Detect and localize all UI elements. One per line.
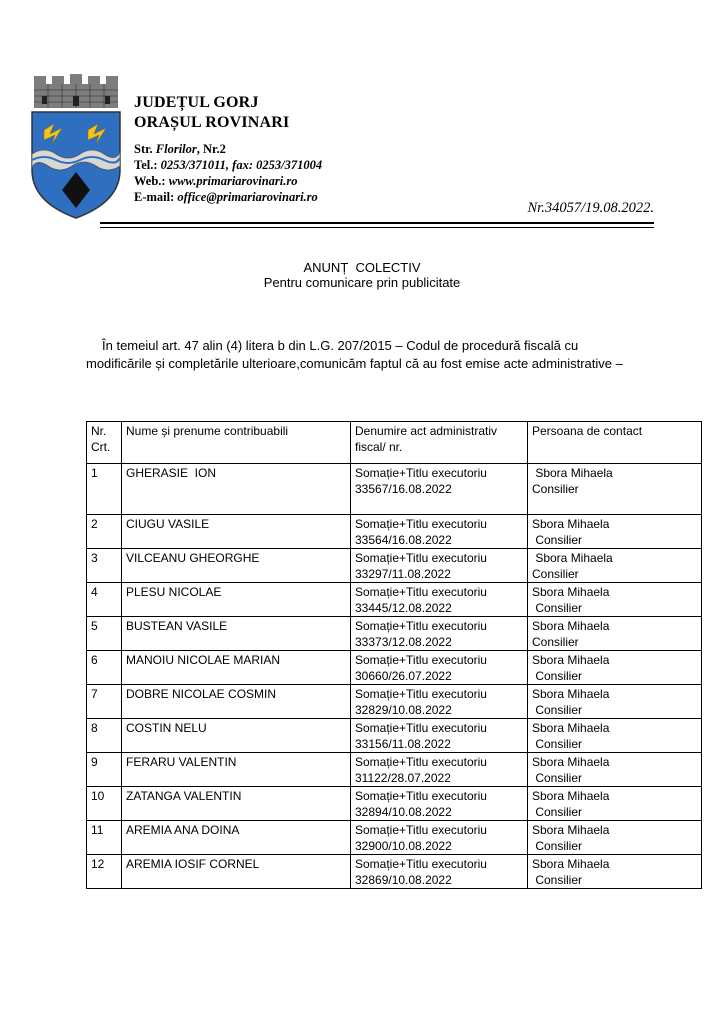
row-nr: 11 bbox=[87, 821, 122, 855]
row-contact bbox=[528, 651, 702, 685]
email-link[interactable]: office@primariarovinari.ro bbox=[177, 190, 318, 204]
town-name: ORAȘUL ROVINARI bbox=[134, 114, 290, 131]
row-name: COSTIN NELU bbox=[122, 719, 351, 753]
contact-name: Sbora Mihaela bbox=[532, 551, 613, 565]
table-row bbox=[87, 719, 702, 753]
row-name: ZATANGA VALENTIN bbox=[122, 787, 351, 821]
row-nr: 4 bbox=[87, 583, 122, 617]
table-row bbox=[87, 464, 702, 515]
row-act bbox=[351, 583, 528, 617]
web-label: Web.: bbox=[134, 174, 166, 188]
contact-name: Sbora Mihaela bbox=[532, 857, 610, 871]
table-row bbox=[87, 855, 702, 889]
contact-name: Sbora Mihaela bbox=[532, 823, 610, 837]
act-type: Somație+Titlu executoriu bbox=[355, 551, 487, 565]
row-act bbox=[351, 719, 528, 753]
row-contact bbox=[528, 855, 702, 889]
row-name: BUSTEAN VASILE bbox=[122, 617, 351, 651]
contact-name: Sbora Mihaela bbox=[532, 789, 610, 803]
act-number: 33373/12.08.2022 bbox=[355, 635, 452, 649]
act-type: Somație+Titlu executoriu bbox=[355, 585, 487, 599]
row-name: CIUGU VASILE bbox=[122, 515, 351, 549]
row-act bbox=[351, 549, 528, 583]
act-type: Somație+Titlu executoriu bbox=[355, 619, 487, 633]
intro-paragraph: În temeiul art. 47 alin (4) litera b din L.G. 207/2015 – Codul de procedură fiscală cu modificările și completările ulterioare,comunicăm faptul că au fost emise acte administrative – bbox=[86, 338, 623, 371]
act-number: 30660/26.07.2022 bbox=[355, 669, 452, 683]
contact-name: Sbora Mihaela bbox=[532, 755, 610, 769]
coat-of-arms-icon bbox=[28, 74, 124, 220]
table-row bbox=[87, 617, 702, 651]
header-nr: Nr. Crt. bbox=[87, 422, 122, 464]
row-name: PLESU NICOLAE bbox=[122, 583, 351, 617]
table-row bbox=[87, 685, 702, 719]
contact-name: Sbora Mihaela bbox=[532, 721, 610, 735]
row-name: AREMIA IOSIF CORNEL bbox=[122, 855, 351, 889]
address-label: Str. bbox=[134, 142, 153, 156]
contact-role: Consilier bbox=[532, 839, 583, 853]
email-line bbox=[134, 189, 322, 205]
act-number: 33445/12.08.2022 bbox=[355, 601, 452, 615]
contact-role: Consilier bbox=[532, 737, 583, 751]
act-type: Somație+Titlu executoriu bbox=[355, 721, 487, 735]
row-nr: 1 bbox=[87, 464, 122, 515]
contact-name: Sbora Mihaela bbox=[532, 517, 610, 531]
contact-role: Consilier bbox=[532, 703, 583, 717]
address-line bbox=[134, 141, 322, 157]
row-contact bbox=[528, 719, 702, 753]
row-contact bbox=[528, 821, 702, 855]
row-nr: 3 bbox=[87, 549, 122, 583]
act-number: 33297/11.08.2022 bbox=[355, 567, 451, 581]
contact-role: Consilier bbox=[532, 635, 579, 649]
row-nr: 12 bbox=[87, 855, 122, 889]
county-name: JUDEȚUL GORJ bbox=[134, 94, 259, 111]
contact-role: Consilier bbox=[532, 669, 583, 683]
row-contact bbox=[528, 753, 702, 787]
row-contact bbox=[528, 464, 702, 515]
contact-name: Sbora Mihaela bbox=[532, 687, 610, 701]
web-link[interactable]: www.primariarovinari.ro bbox=[168, 174, 298, 188]
tel-line bbox=[134, 157, 322, 173]
header-name: Nume și prenume contribuabili bbox=[122, 422, 351, 464]
act-type: Somație+Titlu executoriu bbox=[355, 466, 487, 480]
act-type: Somație+Titlu executoriu bbox=[355, 653, 487, 667]
table-row bbox=[87, 787, 702, 821]
contact-role: Consilier bbox=[532, 601, 583, 615]
act-number: 33564/16.08.2022 bbox=[355, 533, 452, 547]
address-value: Florilor bbox=[155, 142, 197, 156]
email-label: E-mail: bbox=[134, 190, 175, 204]
row-nr: 2 bbox=[87, 515, 122, 549]
contact-role: Consilier bbox=[532, 873, 583, 887]
web-line bbox=[134, 173, 322, 189]
act-number: 31122/28.07.2022 bbox=[355, 771, 451, 785]
act-type: Somație+Titlu executoriu bbox=[355, 687, 487, 701]
act-type: Somație+Titlu executoriu bbox=[355, 857, 487, 871]
table-row bbox=[87, 583, 702, 617]
header-act: Denumire act administrativ fiscal/ nr. bbox=[351, 422, 528, 464]
row-name: GHERASIE ION bbox=[122, 464, 351, 515]
reference-number: Nr.34057/19.08.2022. bbox=[527, 200, 654, 216]
contact-role: Consilier bbox=[532, 533, 583, 547]
table-row bbox=[87, 821, 702, 855]
contact-role: Consilier bbox=[532, 567, 579, 581]
act-number: 32900/10.08.2022 bbox=[355, 839, 452, 853]
row-contact bbox=[528, 685, 702, 719]
act-number: 33156/11.08.2022 bbox=[355, 737, 451, 751]
row-nr: 9 bbox=[87, 753, 122, 787]
contact-role: Consilier bbox=[532, 805, 583, 819]
row-nr: 6 bbox=[87, 651, 122, 685]
row-act bbox=[351, 685, 528, 719]
row-contact bbox=[528, 515, 702, 549]
contact-name: Sbora Mihaela bbox=[532, 619, 610, 633]
document-title: ANUNȚ COLECTIV bbox=[303, 260, 421, 275]
tel-label: Tel.: bbox=[134, 158, 158, 172]
row-name: VILCEANU GHEORGHE bbox=[122, 549, 351, 583]
row-name: AREMIA ANA DOINA bbox=[122, 821, 351, 855]
row-act bbox=[351, 821, 528, 855]
row-contact bbox=[528, 787, 702, 821]
row-name: FERARU VALENTIN bbox=[122, 753, 351, 787]
contact-name: Sbora Mihaela bbox=[532, 585, 610, 599]
act-type: Somație+Titlu executoriu bbox=[355, 517, 487, 531]
header-divider bbox=[100, 222, 654, 224]
contact-name: Sbora Mihaela bbox=[532, 653, 610, 667]
letterhead bbox=[134, 93, 322, 205]
table-header-row bbox=[87, 422, 702, 464]
table-row bbox=[87, 753, 702, 787]
act-type: Somație+Titlu executoriu bbox=[355, 789, 487, 803]
row-nr: 8 bbox=[87, 719, 122, 753]
row-act bbox=[351, 855, 528, 889]
act-number: 32894/10.08.2022 bbox=[355, 805, 452, 819]
contact-role: Consilier bbox=[532, 771, 583, 785]
contact-name: Sbora Mihaela bbox=[532, 466, 613, 480]
act-number: 32829/10.08.2022 bbox=[355, 703, 452, 717]
row-nr: 10 bbox=[87, 787, 122, 821]
act-number: 32869/10.08.2022 bbox=[355, 873, 452, 887]
row-name: DOBRE NICOLAE COSMIN bbox=[122, 685, 351, 719]
row-contact bbox=[528, 549, 702, 583]
row-act bbox=[351, 617, 528, 651]
document-subtitle: Pentru comunicare prin publicitate bbox=[263, 275, 461, 290]
row-act bbox=[351, 515, 528, 549]
row-name: MANOIU NICOLAE MARIAN bbox=[122, 651, 351, 685]
table-row bbox=[87, 651, 702, 685]
taxpayer-table bbox=[86, 421, 702, 889]
table-row bbox=[87, 515, 702, 549]
row-nr: 5 bbox=[87, 617, 122, 651]
header-divider-thin bbox=[100, 227, 654, 228]
row-act bbox=[351, 753, 528, 787]
address-number: , Nr.2 bbox=[196, 142, 226, 156]
table-row bbox=[87, 549, 702, 583]
act-type: Somație+Titlu executoriu bbox=[355, 755, 487, 769]
row-contact bbox=[528, 617, 702, 651]
document-heading bbox=[0, 260, 724, 290]
row-act bbox=[351, 464, 528, 515]
contact-role: Consilier bbox=[532, 482, 579, 496]
act-type: Somație+Titlu executoriu bbox=[355, 823, 487, 837]
row-contact bbox=[528, 583, 702, 617]
tel-value: 0253/371011, fax: 0253/371004 bbox=[160, 158, 323, 172]
act-number: 33567/16.08.2022 bbox=[355, 482, 452, 496]
row-act bbox=[351, 787, 528, 821]
row-nr: 7 bbox=[87, 685, 122, 719]
header-contact: Persoana de contact bbox=[528, 422, 702, 464]
row-act bbox=[351, 651, 528, 685]
